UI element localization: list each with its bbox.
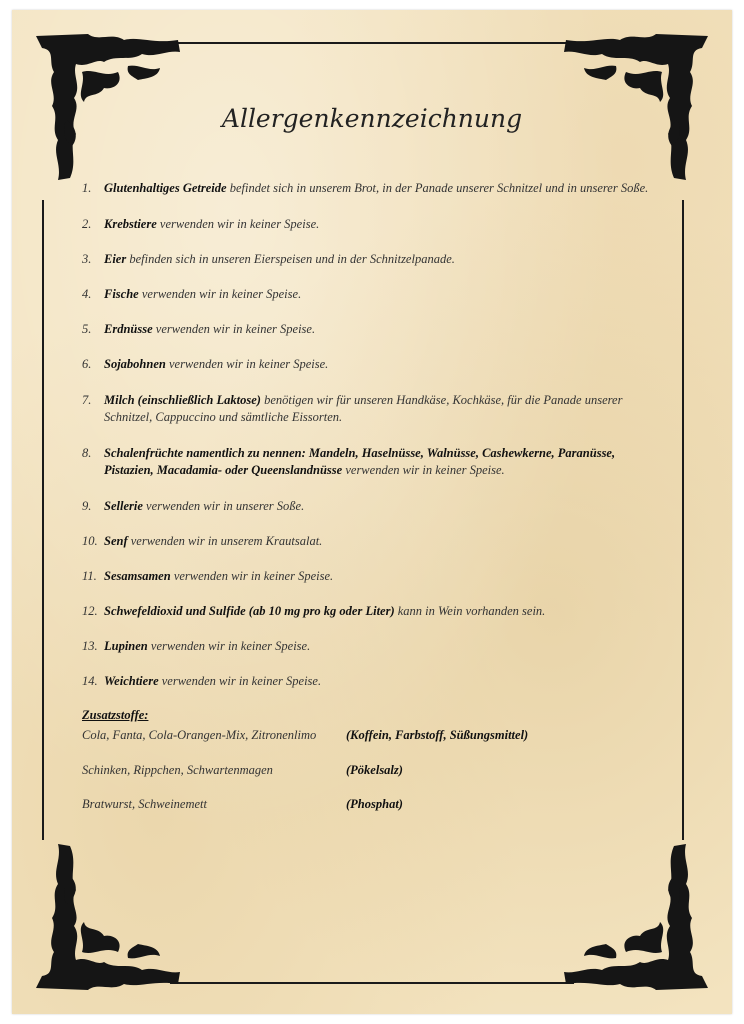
allergen-item: [82, 392, 662, 426]
allergen-description: kann in Wein vorhanden sein.: [394, 604, 546, 618]
item-number: 10.: [82, 534, 98, 548]
allergen-name: Eier: [104, 252, 127, 266]
item-number: 13.: [82, 639, 98, 653]
allergen-description: verwenden wir in keiner Speise.: [152, 322, 316, 336]
item-number: 5.: [82, 322, 92, 336]
allergen-description: befindet sich in unserem Brot, in der Panade unserer Schnitzel und in unserer Soße.: [226, 181, 649, 195]
allergen-name: Erdnüsse: [104, 322, 153, 336]
allergen-name: Schalenfrüchte namentlich zu nennen: Mandeln, Haselnüsse, Walnüsse, Cashewkerne, Paranüsse,: [104, 446, 616, 460]
allergen-name: Schwefeldioxid und Sulfide (ab 10 mg pro kg oder Liter): [104, 604, 395, 618]
item-number: 1.: [82, 181, 92, 195]
additive-product: Cola, Fanta, Cola-Orangen-Mix, Zitronenlimo: [82, 728, 317, 742]
item-number: 4.: [82, 287, 92, 301]
item-number: 3.: [82, 252, 92, 266]
allergen-name: Krebstiere: [104, 217, 157, 231]
allergen-name-continued: Pistazien, Macadamia- oder Queenslandnüsse: [104, 463, 343, 477]
allergen-description: befinden sich in unseren Eierspeisen und in der Schnitzelpanade.: [126, 252, 455, 266]
allergen-name: Sesamsamen: [104, 569, 171, 583]
allergen-item: [82, 180, 662, 197]
additive-substances: (Pökelsalz): [346, 763, 403, 777]
page-title: Allergenkennzeichnung: [221, 104, 523, 133]
allergen-description: verwenden wir in keiner Speise.: [165, 357, 329, 371]
item-number: 12.: [82, 604, 98, 618]
frame-rule-left: [42, 200, 44, 840]
allergen-description: verwenden wir in keiner Speise.: [138, 287, 302, 301]
allergen-description-continued: Schnitzel, Cappuccino und sämtliche Eissorten.: [104, 410, 343, 424]
additive-product: Bratwurst, Schweinemett: [82, 797, 207, 811]
allergen-name: Senf: [104, 534, 128, 548]
allergen-description: benötigen wir für unseren Handkäse, Kochkäse, für die Panade unserer: [260, 393, 623, 407]
allergen-item: [82, 568, 662, 585]
allergen-item: [82, 216, 662, 233]
allergen-description: verwenden wir in unserem Krautsalat.: [127, 534, 323, 548]
allergen-item: [82, 445, 662, 479]
allergen-name: Sellerie: [104, 499, 143, 513]
allergen-name: Glutenhaltiges Getreide: [104, 181, 227, 195]
item-number: 7.: [82, 393, 92, 407]
allergen-name: Weichtiere: [104, 674, 159, 688]
allergen-description: verwenden wir in keiner Speise.: [156, 217, 320, 231]
allergen-item: [82, 356, 662, 373]
item-number: 6.: [82, 357, 92, 371]
allergen-item: [82, 533, 662, 550]
allergen-item: [82, 498, 662, 515]
allergen-item: [82, 603, 662, 620]
item-number: 9.: [82, 499, 92, 513]
frame-rule-right: [682, 200, 684, 840]
allergen-item: [82, 638, 662, 655]
frame-rule-top: [170, 42, 574, 44]
allergen-item: [82, 286, 662, 303]
allergen-item: [82, 321, 662, 338]
additive-substances: (Phosphat): [346, 797, 403, 811]
item-number: 8.: [82, 446, 92, 460]
allergen-name: Milch (einschließlich Laktose): [104, 393, 261, 407]
allergen-description: verwenden wir in keiner Speise.: [170, 569, 334, 583]
allergen-item: [82, 673, 662, 690]
allergen-description: verwenden wir in keiner Speise.: [147, 639, 311, 653]
ornament-corner-icon: [28, 836, 188, 996]
allergen-name: Lupinen: [104, 639, 148, 653]
item-number: 14.: [82, 674, 98, 688]
ornament-corner-icon: [556, 836, 716, 996]
additive-substances: (Koffein, Farbstoff, Süßungsmittel): [346, 728, 529, 742]
item-number: 2.: [82, 217, 92, 231]
allergen-name: Sojabohnen: [104, 357, 166, 371]
frame-rule-bottom: [170, 982, 574, 984]
item-number: 11.: [82, 569, 97, 583]
allergen-name: Fische: [104, 287, 139, 301]
allergen-item: [82, 251, 662, 268]
additives-heading: Zusatzstoffe:: [82, 708, 149, 722]
allergen-description: verwenden wir in keiner Speise.: [342, 463, 505, 477]
additive-product: Schinken, Rippchen, Schwartenmagen: [82, 763, 273, 777]
allergen-description: verwenden wir in keiner Speise.: [158, 674, 322, 688]
allergen-description: verwenden wir in unserer Soße.: [142, 499, 305, 513]
